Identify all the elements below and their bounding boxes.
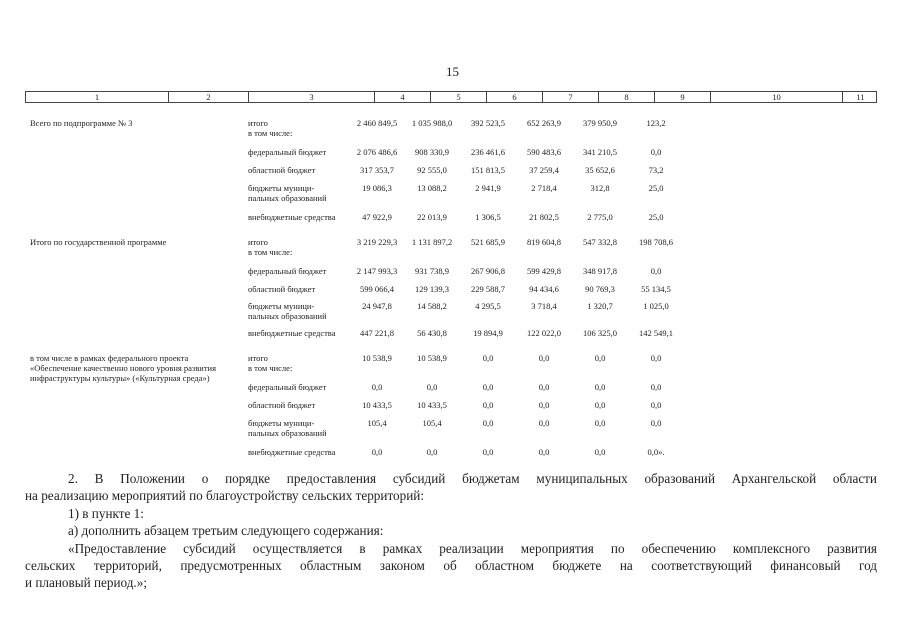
table-cell: 0,0 bbox=[650, 382, 662, 392]
table-cell: 2 941,9 bbox=[475, 183, 501, 193]
table-cell: 0,0 bbox=[426, 447, 438, 457]
table-cell: 1 035 988,0 bbox=[411, 118, 453, 128]
table-cell: 55 134,5 bbox=[641, 284, 671, 294]
table-cell: 123,2 bbox=[646, 118, 666, 128]
table-cell: 105,4 bbox=[422, 418, 442, 428]
table-cell: 0,0 bbox=[538, 400, 550, 410]
table-cell: 0,0 bbox=[538, 353, 550, 363]
table-cell: 0,0 bbox=[650, 400, 662, 410]
row-label: внебюджетные средства bbox=[248, 447, 336, 457]
table-cell: 0,0 bbox=[538, 382, 550, 392]
table-cell: 0,0 bbox=[426, 382, 438, 392]
table-cell: 0,0 bbox=[650, 147, 662, 157]
table-cell: 90 769,3 bbox=[585, 284, 615, 294]
row-label: бюджеты муници- bbox=[248, 301, 315, 311]
table-cell: 317 353,7 bbox=[360, 165, 394, 175]
table-cell: 0,0 bbox=[538, 447, 550, 457]
table-cell: 819 604,8 bbox=[527, 237, 561, 247]
row-label: итого bbox=[248, 118, 268, 128]
table-cell: 25,0 bbox=[648, 212, 664, 222]
table-cell: 13 088,2 bbox=[417, 183, 447, 193]
paragraph-line: «Предоставление субсидий осуществляется в рамках реализации мероприятия по обеспечению комплексного развития bbox=[68, 541, 877, 556]
table-cell: 0,0 bbox=[371, 382, 383, 392]
table-cell: 105,4 bbox=[367, 418, 387, 428]
row-label: бюджеты муници- bbox=[248, 418, 315, 428]
table-cell: 47 922,9 bbox=[362, 212, 392, 222]
column-number: 9 bbox=[654, 91, 710, 103]
column-number: 2 bbox=[168, 91, 248, 103]
table-cell: 10 433,5 bbox=[417, 400, 447, 410]
table-cell: 94 434,6 bbox=[529, 284, 559, 294]
table-cell: 21 802,5 bbox=[529, 212, 559, 222]
table-cell: 2 775,0 bbox=[587, 212, 613, 222]
table-cell: 229 588,7 bbox=[471, 284, 505, 294]
table-cell: 0,0 bbox=[482, 353, 494, 363]
table-cell: 0,0 bbox=[482, 400, 494, 410]
table-cell: 547 332,8 bbox=[583, 237, 617, 247]
table-cell: 10 433,5 bbox=[362, 400, 392, 410]
table-cell: 599 429,8 bbox=[527, 266, 561, 276]
column-number: 4 bbox=[374, 91, 430, 103]
table-cell: 19 086,3 bbox=[362, 183, 392, 193]
column-number: 1 bbox=[94, 92, 100, 102]
table-cell: 0,0 bbox=[650, 353, 662, 363]
table-cell: 2 076 486,6 bbox=[356, 147, 398, 157]
table-cell: 1 131 897,2 bbox=[411, 237, 453, 247]
table-cell: 142 549,1 bbox=[639, 328, 673, 338]
row-label: областной бюджет bbox=[248, 165, 316, 175]
paragraph-line: сельских территорий, предусмотренных областным законом об областном бюджете на соответствующий финансовый год bbox=[25, 558, 877, 573]
table-cell: 0,0 bbox=[594, 382, 606, 392]
table-cell: 267 906,8 bbox=[471, 266, 505, 276]
table-cell: 0,0 bbox=[482, 447, 494, 457]
table-cell: 0,0 bbox=[594, 353, 606, 363]
table-cell: 129 139,3 bbox=[415, 284, 449, 294]
table-cell: 0,0 bbox=[371, 447, 383, 457]
table-cell: 0,0 bbox=[650, 418, 662, 428]
table-cell: 1 320,7 bbox=[587, 301, 613, 311]
row-label: федеральный бюджет bbox=[248, 147, 327, 157]
row-label: пальных образований bbox=[248, 428, 327, 438]
row-label: итого bbox=[248, 353, 268, 363]
table-cell: 1 025,0 bbox=[643, 301, 669, 311]
row-label: бюджеты муници- bbox=[248, 183, 315, 193]
table-cell: 0,0 bbox=[594, 400, 606, 410]
paragraph-line: 1) в пункте 1: bbox=[68, 506, 144, 521]
row-label: в том числе: bbox=[248, 247, 293, 257]
table-cell: 10 538,9 bbox=[417, 353, 447, 363]
row-label: областной бюджет bbox=[248, 284, 316, 294]
column-number: 6 bbox=[486, 91, 542, 103]
section-title: Итого по государственной программе bbox=[30, 237, 167, 247]
row-label: внебюджетные средства bbox=[248, 212, 336, 222]
table-cell: 0,0 bbox=[650, 266, 662, 276]
table-cell: 0,0 bbox=[482, 382, 494, 392]
row-label: внебюджетные средства bbox=[248, 328, 336, 338]
table-cell: 22 013,9 bbox=[417, 212, 447, 222]
table-cell: 0,0 bbox=[482, 418, 494, 428]
table-cell: 521 685,9 bbox=[471, 237, 505, 247]
table-cell: 379 950,9 bbox=[583, 118, 617, 128]
row-label: пальных образований bbox=[248, 193, 327, 203]
section-title: Всего по подпрограмме № 3 bbox=[30, 118, 133, 128]
table-cell: 908 330,9 bbox=[415, 147, 449, 157]
table-cell: 56 430,8 bbox=[417, 328, 447, 338]
table-cell: 0,0». bbox=[647, 447, 665, 457]
table-cell: 2 718,4 bbox=[531, 183, 557, 193]
row-label: федеральный бюджет bbox=[248, 382, 327, 392]
column-number: 8 bbox=[598, 91, 654, 103]
table-cell: 599 066,4 bbox=[360, 284, 394, 294]
table-cell: 14 588,2 bbox=[417, 301, 447, 311]
table-cell: 590 483,6 bbox=[527, 147, 561, 157]
table-cell: 3 718,4 bbox=[531, 301, 557, 311]
table-cell: 198 708,6 bbox=[639, 237, 673, 247]
table-cell: 4 295,5 bbox=[475, 301, 501, 311]
table-cell: 10 538,9 bbox=[362, 353, 392, 363]
table-cell: 236 461,6 bbox=[471, 147, 505, 157]
table-cell: 35 652,6 bbox=[585, 165, 615, 175]
table-cell: 151 813,5 bbox=[471, 165, 505, 175]
table-cell: 312,8 bbox=[590, 183, 610, 193]
table-cell: 92 555,0 bbox=[417, 165, 447, 175]
table-header-row bbox=[25, 91, 877, 103]
table-cell: 24 947,8 bbox=[362, 301, 392, 311]
row-label: итого bbox=[248, 237, 268, 247]
table-cell: 122 022,0 bbox=[527, 328, 561, 338]
row-label: пальных образований bbox=[248, 311, 327, 321]
table-cell: 0,0 bbox=[594, 447, 606, 457]
row-label: областной бюджет bbox=[248, 400, 316, 410]
column-number: 11 bbox=[842, 91, 878, 103]
paragraph-line: на реализацию мероприятий по благоустройству сельских территорий: bbox=[25, 488, 425, 503]
table-cell: 73,2 bbox=[648, 165, 664, 175]
table-cell: 931 738,9 bbox=[415, 266, 449, 276]
row-label: федеральный бюджет bbox=[248, 266, 327, 276]
table-cell: 341 210,5 bbox=[583, 147, 617, 157]
table-cell: 25,0 bbox=[648, 183, 664, 193]
column-number: 7 bbox=[542, 91, 598, 103]
table-cell: 1 306,5 bbox=[475, 212, 501, 222]
paragraph-line: а) дополнить абзацем третьим следующего содержания: bbox=[68, 523, 384, 538]
row-label: в том числе: bbox=[248, 128, 293, 138]
table-cell: 0,0 bbox=[594, 418, 606, 428]
table-cell: 19 894,9 bbox=[473, 328, 503, 338]
paragraph-line: и плановый период.»; bbox=[25, 575, 147, 590]
table-cell: 447 221,8 bbox=[360, 328, 394, 338]
page-number: 15 bbox=[446, 64, 459, 79]
column-number: 3 bbox=[248, 91, 374, 103]
table-cell: 348 917,8 bbox=[583, 266, 617, 276]
paragraph-line: 2. В Положении о порядке предоставления субсидий бюджетам муниципальных образований Архангельской области bbox=[68, 471, 877, 486]
column-number: 5 bbox=[430, 91, 486, 103]
table-cell: 2 460 849,5 bbox=[356, 118, 398, 128]
table-cell: 3 219 229,3 bbox=[356, 237, 398, 247]
table-cell: 0,0 bbox=[538, 418, 550, 428]
table-cell: 37 259,4 bbox=[529, 165, 559, 175]
table-cell: 652 263,9 bbox=[527, 118, 561, 128]
column-number: 10 bbox=[710, 91, 842, 103]
table-cell: 106 325,0 bbox=[583, 328, 617, 338]
table-cell: 392 523,5 bbox=[471, 118, 505, 128]
table-cell: 2 147 993,3 bbox=[356, 266, 398, 276]
section-title: в том числе в рамках федерального проекта «Обеспечение качественно нового уровня развития инфраструктуры культуры» («Культурная среда») bbox=[30, 353, 217, 383]
row-label: в том числе: bbox=[248, 363, 293, 373]
